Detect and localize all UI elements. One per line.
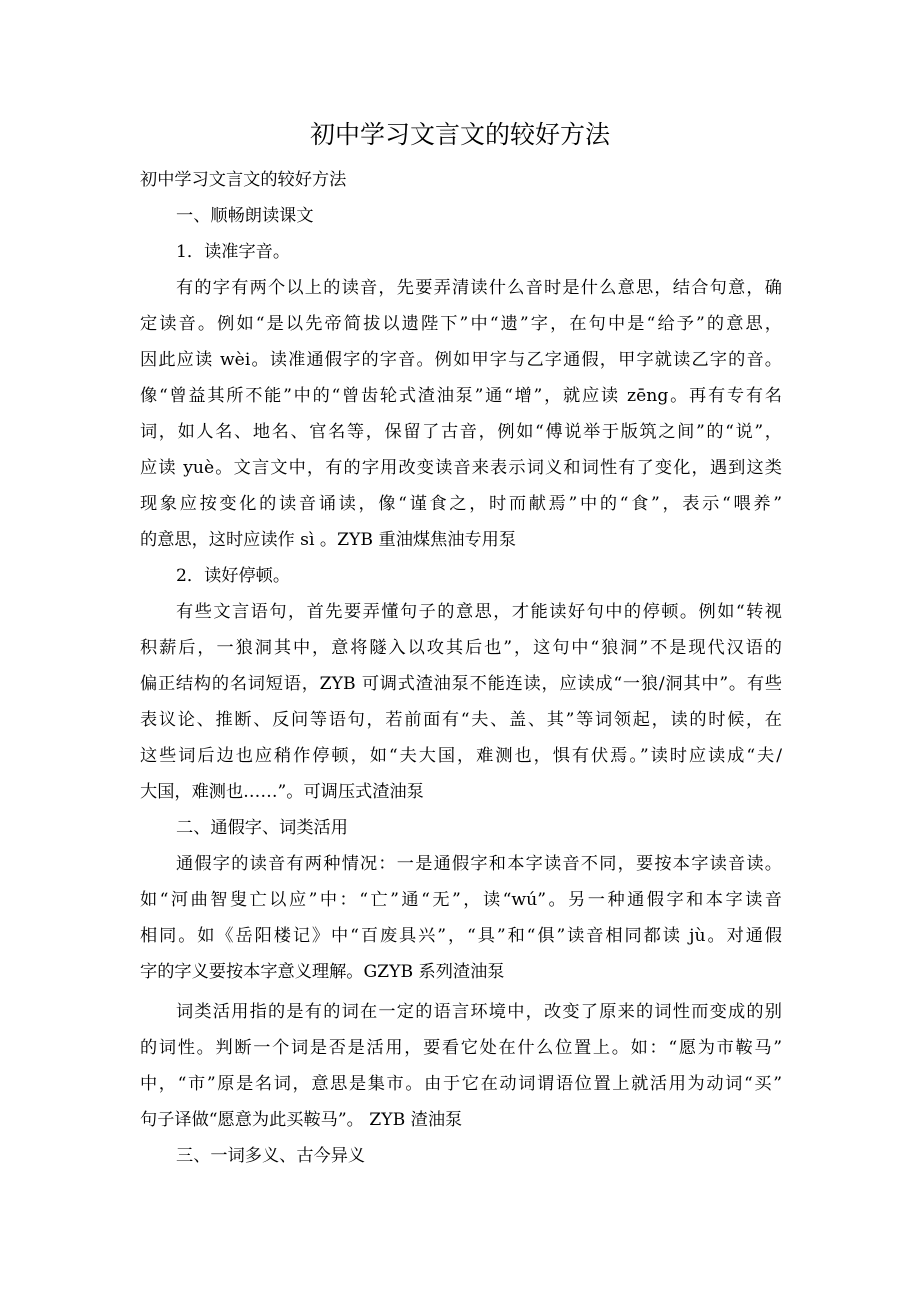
section-heading: 一、顺畅朗读课文 xyxy=(176,206,314,226)
subsection-heading: 2．读好停顿。 xyxy=(176,566,291,586)
paragraph-line: 如“河曲智叟亡以应”中：“亡”通“无”，读“wú”。另一种通假字和本字读音 xyxy=(140,890,782,910)
section-heading: 二、通假字、词类活用 xyxy=(176,818,348,838)
paragraph-line: 字的字义要按本字意义理解。GZYB 系列渣油泵 xyxy=(140,962,505,982)
paragraph-line: 中，“市”原是名词，意思是集市。由于它在动词谓语位置上就活用为动词“买” xyxy=(140,1074,782,1094)
paragraph-line: 偏正结构的名词短语，ZYB 可调式渣油泵不能连读，应读成“一狼/洞其中”。有些 xyxy=(140,674,782,694)
paragraph-line: 的词性。判断一个词是否是活用，要看它处在什么位置上。如：“愿为市鞍马” xyxy=(140,1038,782,1058)
paragraph-line: 表议论、推断、反问等语句，若前面有“夫、盖、其”等词领起，读的时候，在 xyxy=(140,710,782,730)
paragraph-line: 因此应读 wèi。读准通假字的字音。例如甲字与乙字通假，甲字就读乙字的音。 xyxy=(140,350,782,370)
subtitle-line: 初中学习文言文的较好方法 xyxy=(140,170,347,190)
paragraph-line: 现象应按变化的读音诵读，像“谨食之，时而献焉”中的“食”，表示“喂养” xyxy=(140,494,782,514)
paragraph-line: 应读 yuè。文言文中，有的字用改变读音来表示词义和词性有了变化，遇到这类 xyxy=(140,458,782,478)
document-title: 初中学习文言文的较好方法 xyxy=(309,120,610,149)
paragraph-line: 这些词后边也应稍作停顿，如“夫大国，难测也，惧有伏焉。”读时应读成“夫/ xyxy=(140,746,782,766)
subsection-heading: 1．读准字音。 xyxy=(176,242,291,262)
paragraph-line: 的意思，这时应读作 sì 。ZYB 重油煤焦油专用泵 xyxy=(140,530,517,550)
paragraph-line: 句子译做“愿意为此买鞍马”。 ZYB 渣油泵 xyxy=(140,1110,463,1130)
paragraph-line: 有些文言语句，首先要弄懂句子的意思，才能读好句中的停顿。例如“转视 xyxy=(176,602,782,622)
paragraph-line: 词，如人名、地名、官名等，保留了古音，例如“傅说举于版筑之间”的“说”， xyxy=(140,422,782,442)
paragraph-line: 词类活用指的是有的词在一定的语言环境中，改变了原来的词性而变成的别 xyxy=(176,1002,782,1022)
paragraph-line: 定读音。例如“是以先帝简拔以遗陛下”中“遗”字，在句中是“给予”的意思， xyxy=(140,314,782,334)
paragraph-line: 大国，难测也……”。可调压式渣油泵 xyxy=(140,782,424,802)
paragraph-line: 积薪后，一狼洞其中，意将隧入以攻其后也”，这句中“狼洞”不是现代汉语的 xyxy=(140,638,782,658)
paragraph-line: 有的字有两个以上的读音，先要弄清读什么音时是什么意思，结合句意，确 xyxy=(176,278,782,298)
paragraph-line: 像“曾益其所不能”中的“曾齿轮式渣油泵”通“增”，就应读 zēng。再有专有名 xyxy=(140,386,782,406)
paragraph-line: 相同。如《岳阳楼记》中“百废具兴”，“具”和“俱”读音相同都读 jù。对通假 xyxy=(140,926,782,946)
paragraph-line: 通假字的读音有两种情况：一是通假字和本字读音不同，要按本字读音读。 xyxy=(176,854,782,874)
section-heading: 三、一词多义、古今异义 xyxy=(176,1146,366,1166)
